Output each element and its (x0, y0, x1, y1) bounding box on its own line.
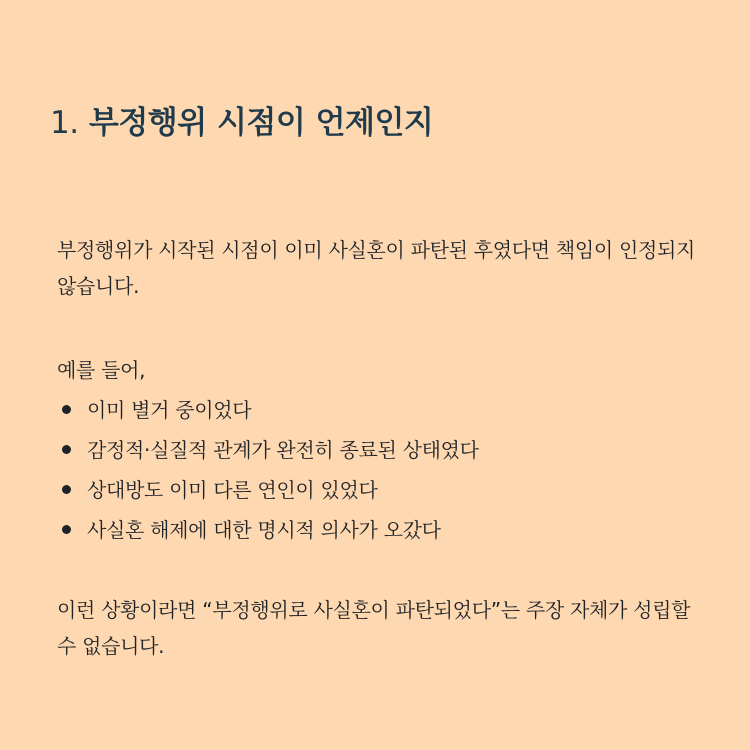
section-title: 부정행위 시점이 언제인지 (88, 105, 434, 141)
bullet-dot-icon (62, 485, 71, 494)
bullet-dot-icon (62, 445, 71, 454)
example-list (57, 390, 479, 550)
list-item (57, 430, 479, 470)
section-number: 1. (50, 105, 79, 141)
list-item (57, 390, 479, 430)
list-item-text: 상대방도 이미 다른 연인이 있었다 (87, 478, 378, 502)
list-item (57, 510, 479, 550)
section-heading (50, 100, 433, 146)
list-item (57, 470, 479, 510)
bullet-dot-icon (62, 525, 71, 534)
paragraph-conclusion: 이런 상황이라면 “부정행위로 사실혼이 파탄되었다”는 주장 자체가 성립할 수 없습니다. (57, 598, 691, 658)
bullet-dot-icon (62, 405, 71, 414)
paragraph-example-lead: 예를 들어, (57, 358, 146, 382)
list-item-text: 감정적·실질적 관계가 완전히 종료된 상태였다 (87, 438, 479, 462)
list-item-text: 이미 별거 중이었다 (87, 398, 252, 422)
list-item-text: 사실혼 해제에 대한 명시적 의사가 오갔다 (87, 518, 441, 542)
paragraph-intro: 부정행위가 시작된 시점이 이미 사실혼이 파탄된 후였다면 책임이 인정되지 않습니다. (57, 238, 696, 298)
